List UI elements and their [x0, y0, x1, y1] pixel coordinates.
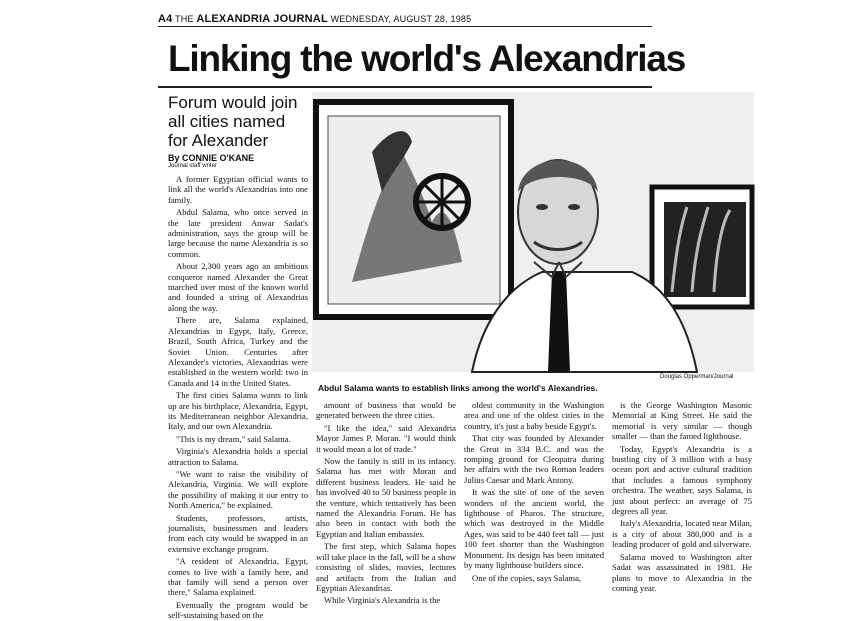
article-column-1	[168, 174, 308, 621]
article-paragraph: Virginia's Alexandria holds a special attraction to Salama.	[168, 446, 308, 467]
article-paragraph: Abdul Salama, who once served in the late president Anwar Sadat's administration, says the group will be large because the name Alexandria is so common.	[168, 207, 308, 259]
photo-caption: Abdul Salama wants to establish links among the world's Alexandries.	[318, 383, 598, 393]
article-paragraph: is the George Washington Masonic Memorial at King Street. He said the memorial is very similar — though smaller — than the famed lighthouse.	[612, 400, 752, 442]
article-paragraph: "A resident of Alexandria, Egypt, comes to live with a family here, and that family will send a person over there," Salama explained.	[168, 556, 308, 598]
portrait-image	[312, 92, 754, 372]
article-paragraph: Salama moved to Washington after Sadat was assassinated in 1981. He plans to move to Alexandria in the coming year.	[612, 551, 752, 593]
article-paragraph: amount of business that would be generated between the three cities.	[316, 400, 456, 421]
folio-rule	[158, 26, 652, 27]
article-column-3	[464, 400, 604, 600]
page-folio	[158, 13, 471, 25]
article-paragraph: Now the family is still in its infancy. Salama has met with Moran and different business leaders. He said he has involved 40 to 50 business people in the venture, which tentatively has been named the Alexandria Forum. He has also been in contact with both the Egyptian and Italian embassies.	[316, 456, 456, 539]
article-paragraph: The first cities Salama wants to link up are his birthplace, Alexandria, Egypt, its Mediterranean neighbor Alexandria, Italy, and our own Alexandria.	[168, 390, 308, 432]
byline-role: Journal staff writer	[168, 163, 217, 169]
article-paragraph: oldest community in the Washington area and one of the oldest cities in the country, it's just a baby beside Egypt's.	[464, 400, 604, 431]
article-paragraph: "I like the idea," said Alexandria Mayor James P. Moran. "I would think it would mean a lot of trade."	[316, 422, 456, 454]
page-number: A4	[158, 13, 173, 25]
issue-date: WEDNESDAY, AUGUST 28, 1985	[330, 14, 472, 24]
article-paragraph: Eventually the program would be self-sustaining based on the	[168, 599, 308, 621]
folio-section: THE	[175, 14, 194, 24]
article-column-2	[316, 400, 456, 606]
article-paragraph: Italy's Alexandria, located near Milan, is a city of about 380,000 and is a leading producer of gold and silverware.	[612, 518, 752, 550]
article-photo	[312, 92, 754, 372]
article-paragraph: "We want to raise the visibility of Alexandria, Virginia. We will explore the possibility of making it our entry to North America," he explained.	[168, 468, 308, 511]
headline: Linking the world's Alexandrias	[168, 38, 686, 79]
article-paragraph: While Virginia's Alexandria is the	[324, 595, 441, 606]
photo-credit: Douglas Opperman/Journal	[660, 374, 734, 380]
article-paragraph: Students, professors, artists, journalists, businessmen and leaders from each city would be swapped in an extensive exchange program.	[168, 512, 308, 554]
newspaper-name: ALEXANDRIA JOURNAL	[196, 13, 328, 25]
article-paragraph: "This is my dream," said Salama.	[176, 433, 291, 444]
article-paragraph: A former Egyptian official wants to link all the world's Alexandrias into one family.	[168, 174, 308, 205]
article-paragraph: That city was founded by Alexander the Great in 334 B.C. and was the romping ground for Cleopatra during her affairs with the two Roman leaders Julius Caesar and Mark Antony.	[464, 433, 604, 485]
article-column-4	[612, 400, 752, 600]
subheadline: Forum would join all cities named for Alexander	[168, 93, 298, 150]
article-paragraph: About 2,300 years ago an ambitious conqueror named Alexander the Great marched over most of the known world and founded a string of Alexandrias along the way.	[168, 261, 308, 313]
article-paragraph: One of the copies, says Salama,	[472, 572, 582, 583]
article-paragraph: The first step, which Salama hopes will take place in the fall, will be a show consisting of slides, movies, lectures and artifacts from the Italian and Egyptian Alexandrias.	[316, 541, 456, 593]
article-paragraph: Today, Egypt's Alexandria is a bustling city of 3 million with a busy ocean port and active cultural tradition that includes a famous symphony orchestra. The weather, says Salama, is just about perfect: an average of 75 degrees all year.	[612, 443, 752, 517]
article-paragraph: It was the site of one of the seven wonders of the ancient world, the lighthouse of Pharos. The structure, which was destroyed in the Middle Ages, was said to be 440 feet tall — just 100 feet shorter than the Washington Monument. Its design has been imitated by many lighthouse builders since.	[464, 487, 604, 571]
headline-rule	[158, 86, 652, 88]
article-paragraph: There are, Salama explained, Alexandrias in Egypt, Italy, Greece, Brazil, South Africa, Turkey and the Soviet Union. Centuries after Alexander's victories, Alexandrias were established in the western world: two in Canada and 14 in the United States.	[168, 315, 308, 388]
byline: By CONNIE O'KANE	[168, 153, 255, 163]
